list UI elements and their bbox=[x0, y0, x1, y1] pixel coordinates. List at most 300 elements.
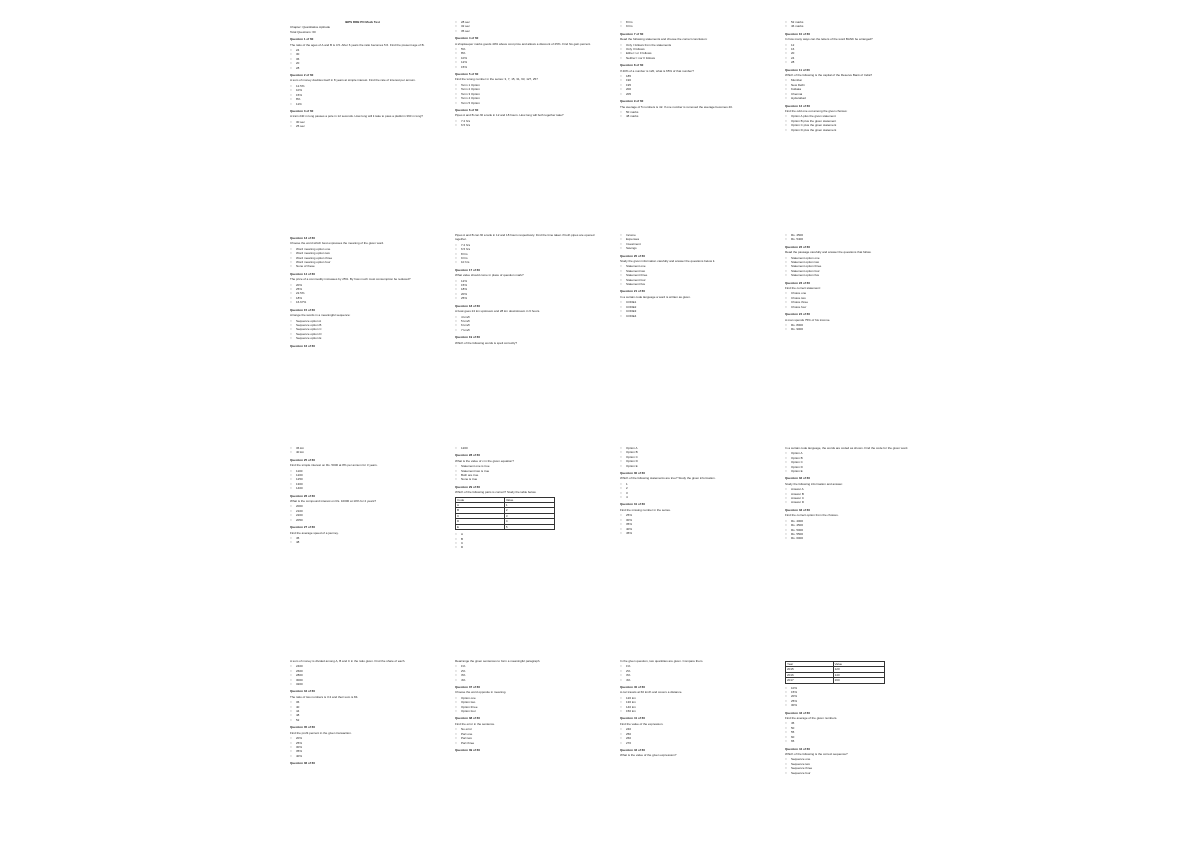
table-cell: 160 bbox=[833, 678, 884, 683]
answer-option[interactable]: ○ Sequence option B bbox=[290, 323, 435, 327]
answer-option[interactable]: ○ 30% bbox=[290, 745, 435, 749]
answer-option[interactable]: ○ Term 5 Option bbox=[455, 101, 600, 105]
question-stem: What is the value of the given expression? bbox=[620, 753, 677, 758]
answer-option[interactable]: ○ Sequence four bbox=[785, 771, 930, 775]
answer-option[interactable]: ○ 25% bbox=[455, 296, 600, 300]
question-stem: What is the value of x in the given equation? bbox=[455, 458, 514, 463]
answer-option[interactable]: ○ 3% bbox=[620, 673, 765, 677]
answer-option[interactable]: ○ 10 hrs bbox=[455, 260, 600, 264]
answer-option[interactable]: ○ Word meaning option four bbox=[290, 260, 435, 264]
question-label: Question 9 of 60 bbox=[620, 99, 644, 104]
answer-option[interactable]: ○ Word meaning option one bbox=[290, 247, 435, 251]
header-line: Chapter: Quantitative Aptitude bbox=[290, 25, 331, 30]
answer-option[interactable]: ○ 8% bbox=[455, 51, 600, 55]
answer-option[interactable]: ○ Rs. 5500 bbox=[785, 532, 930, 536]
answer-option[interactable]: ○ Sequence one bbox=[785, 757, 930, 761]
question-stem: Find the wrong number in the series: 3, 7, 15, 31, 63, 127, 257 bbox=[455, 77, 538, 82]
question-stem: A sum of money is divided among A, B and C in the ratio given. Find the share of each. bbox=[290, 659, 406, 663]
answer-option[interactable]: ○ 240 bbox=[620, 727, 765, 731]
answer-option[interactable]: ○ 20 bbox=[785, 51, 930, 55]
answer-option[interactable]: ○ 200 bbox=[620, 87, 765, 91]
answer-option[interactable]: ○ Chennai bbox=[785, 92, 930, 96]
question-stem: Find the missing number in the series. bbox=[620, 507, 671, 512]
answer-option[interactable]: ○ Option D bbox=[620, 459, 765, 463]
answer-option[interactable]: ○ 2800 bbox=[290, 673, 435, 677]
answer-option[interactable]: ○ D bbox=[455, 545, 600, 549]
answer-option[interactable]: ○ Sequence two bbox=[785, 762, 930, 766]
answer-option[interactable]: ○ 3000 bbox=[290, 678, 435, 682]
answer-option[interactable]: ○ Either I or II follows bbox=[620, 51, 765, 55]
answer-option[interactable]: ○ Option C bbox=[620, 455, 765, 459]
answer-option[interactable]: ○ 36 km bbox=[290, 446, 435, 450]
question-stem: A train 240 m long passes a pole in 12 seconds. How long will it take to pass a platform 360 m long? bbox=[290, 114, 423, 119]
question-label: Question 28 of 60 bbox=[455, 453, 481, 458]
table-cell: Value bbox=[833, 662, 884, 667]
answer-option[interactable]: ○ 45% bbox=[620, 531, 765, 535]
answer-option[interactable]: ○ Sequence three bbox=[785, 766, 930, 770]
answer-option[interactable]: ○ 48 bbox=[290, 713, 435, 717]
table-cell: 2017 bbox=[786, 678, 834, 683]
answer-option[interactable]: ○ 2400 bbox=[290, 664, 435, 668]
question-label: Question 12 of 60 bbox=[785, 103, 811, 108]
question-label: Question 5 of 60 bbox=[455, 72, 479, 77]
answer-option[interactable]: ○ Hyderabad bbox=[785, 96, 930, 100]
answer-option[interactable]: ○ 18% bbox=[455, 287, 600, 291]
answer-option[interactable]: ○ Statement option three bbox=[785, 264, 930, 268]
answer-option[interactable]: ○ 3200 bbox=[290, 682, 435, 686]
answer-option[interactable]: ○ Sequence option A bbox=[290, 319, 435, 323]
answer-option[interactable]: ○ 36 bbox=[290, 700, 435, 704]
question-stem: Pipes A and B can fill a tank in 12 and 18 hours. How long will both together take? bbox=[455, 113, 564, 118]
answer-option[interactable]: ○ 1% bbox=[455, 664, 600, 668]
answer-option[interactable]: ○ 260 bbox=[620, 736, 765, 740]
answer-option[interactable]: ○ Investment bbox=[620, 242, 765, 246]
answer-option[interactable]: ○ 65 bbox=[785, 739, 930, 743]
answer-option[interactable]: ○ Kolkata bbox=[785, 87, 930, 91]
answer-option[interactable]: ○ None of these bbox=[290, 264, 435, 268]
question-stem: Find the correct statement: bbox=[785, 286, 821, 291]
answer-option[interactable]: ○ 44 bbox=[290, 709, 435, 713]
answer-option[interactable]: ○ 1400 bbox=[290, 486, 435, 490]
question-label: Question 34 of 60 bbox=[290, 689, 316, 694]
answer-option[interactable]: ○ 270 bbox=[620, 741, 765, 745]
answer-option[interactable]: ○ 25% bbox=[290, 287, 435, 291]
document-page bbox=[620, 659, 765, 849]
answer-option[interactable]: ○ CODE4 bbox=[620, 314, 765, 318]
answer-option[interactable]: ○ Both are true bbox=[455, 473, 600, 477]
answer-option[interactable]: ○ 16.67% bbox=[290, 300, 435, 304]
question-label: Question 16 of 60 bbox=[290, 343, 316, 348]
question-label: Question 36 of 60 bbox=[290, 761, 316, 766]
answer-option[interactable]: ○ 30 bbox=[290, 52, 435, 56]
question-stem: Read the following statements and choose the correct conclusion: bbox=[620, 37, 708, 42]
question-label: Question 19 of 60 bbox=[455, 335, 481, 340]
answer-option[interactable]: ○ 40% bbox=[290, 754, 435, 758]
answer-option[interactable]: ○ Answer B bbox=[785, 492, 930, 496]
document-page bbox=[455, 233, 600, 423]
answer-option[interactable]: ○ Statement four bbox=[620, 278, 765, 282]
question-label: Question 42 of 60 bbox=[620, 747, 646, 752]
document-page bbox=[785, 659, 930, 849]
answer-option[interactable]: ○ 2% bbox=[455, 669, 600, 673]
answer-option[interactable]: ○ Sequence option E bbox=[290, 336, 435, 340]
table-cell: 3 bbox=[504, 513, 554, 518]
answer-option[interactable]: ○ 60 bbox=[785, 735, 930, 739]
answer-option[interactable]: ○ 8 hrs bbox=[455, 252, 600, 256]
answer-option[interactable]: ○ Term 1 Option bbox=[455, 83, 600, 87]
question-label: Question 4 of 60 bbox=[455, 36, 479, 41]
answer-option[interactable]: ○ 30% bbox=[785, 703, 930, 707]
answer-option[interactable]: ○ Answer A bbox=[785, 487, 930, 491]
answer-option[interactable]: ○ 20% bbox=[455, 292, 600, 296]
answer-option[interactable]: ○ CODE1 bbox=[620, 300, 765, 304]
answer-option[interactable]: ○ Statement two is true bbox=[455, 469, 600, 473]
question-stem: In a certain code language a word is written as given. bbox=[620, 294, 691, 299]
answer-option[interactable]: ○ 52 marks bbox=[785, 20, 930, 24]
document-page bbox=[620, 446, 765, 636]
document-page bbox=[290, 20, 435, 210]
answer-option[interactable]: ○ 12% bbox=[455, 60, 600, 64]
data-table bbox=[785, 661, 885, 684]
answer-option[interactable]: ○ 140 km bbox=[620, 705, 765, 709]
answer-option[interactable]: ○ Statement one bbox=[620, 264, 765, 268]
answer-option[interactable]: ○ Option C plus the given statement bbox=[785, 123, 930, 127]
question-label: Question 37 of 60 bbox=[455, 685, 481, 690]
answer-option[interactable]: ○ 35% bbox=[620, 522, 765, 526]
answer-option[interactable]: ○ 1200 bbox=[455, 446, 600, 450]
answer-option[interactable]: ○ Word meaning option three bbox=[290, 256, 435, 260]
answer-option[interactable]: ○ 185 bbox=[620, 74, 765, 78]
answer-option[interactable]: ○ Mumbai bbox=[785, 78, 930, 82]
answer-option[interactable]: ○ 5% bbox=[455, 47, 600, 51]
answer-option[interactable]: ○ Option D bbox=[785, 465, 930, 469]
table-cell: Value bbox=[504, 497, 554, 502]
answer-option[interactable]: ○ Option C bbox=[785, 460, 930, 464]
answer-option[interactable]: ○ Savings bbox=[620, 246, 765, 250]
answer-option[interactable]: ○ 15% bbox=[455, 283, 600, 287]
answer-option[interactable]: ○ 10% bbox=[290, 88, 435, 92]
question-stem: Which of the following is the capital of the Reserve Bank of India? bbox=[785, 73, 873, 78]
answer-option[interactable]: ○ Option D plus the given statement bbox=[785, 128, 930, 132]
question-stem: Choose the word opposite in meaning. bbox=[455, 690, 507, 695]
question-stem: In a certain code language, the words are coded as shown. Find the code for the given word. bbox=[785, 446, 909, 450]
answer-option[interactable]: ○ 3 bbox=[620, 491, 765, 495]
answer-option[interactable]: ○ 20% bbox=[785, 694, 930, 698]
answer-option[interactable]: ○ Option B plus the given statement bbox=[785, 119, 930, 123]
question-stem: What is the compound interest on Rs. 10000 at 10% for 2 years? bbox=[290, 499, 377, 504]
answer-option[interactable]: ○ 8% bbox=[290, 97, 435, 101]
question-stem: Study the following information and answer. bbox=[785, 481, 843, 486]
answer-option[interactable]: ○ Option E bbox=[620, 464, 765, 468]
question-label: Question 35 of 60 bbox=[290, 725, 316, 730]
table-cell: 5 bbox=[504, 524, 554, 529]
answer-option[interactable]: ○ Rs. 6000 bbox=[785, 536, 930, 540]
answer-option[interactable]: ○ 5 km/h bbox=[455, 319, 600, 323]
data-table bbox=[455, 497, 555, 530]
answer-option[interactable]: ○ 1300 bbox=[290, 482, 435, 486]
question-stem: A car travels at 60 km/h and covers a distance. bbox=[620, 690, 683, 695]
answer-option[interactable]: ○ 20% bbox=[290, 736, 435, 740]
answer-option[interactable]: ○ 3% bbox=[455, 673, 600, 677]
answer-option[interactable]: ○ 1 bbox=[620, 482, 765, 486]
answer-option[interactable]: ○ Term 2 Option bbox=[455, 87, 600, 91]
answer-option[interactable]: ○ 25% bbox=[620, 513, 765, 517]
answer-option[interactable]: ○ 1250 bbox=[290, 477, 435, 481]
answer-option[interactable]: ○ 40 km bbox=[290, 450, 435, 454]
question-stem: Arrange the words in a meaningful sequence: bbox=[290, 313, 351, 318]
answer-option[interactable]: ○ Statement option one bbox=[785, 256, 930, 260]
answer-option[interactable]: ○ None is true bbox=[455, 477, 600, 481]
answer-option[interactable]: ○ 18% bbox=[290, 296, 435, 300]
answer-option[interactable]: ○ C bbox=[455, 541, 600, 545]
answer-option[interactable]: ○ 15% bbox=[290, 93, 435, 97]
answer-option[interactable]: ○ Statement five bbox=[620, 282, 765, 286]
answer-option[interactable]: ○ 7.2 hrs bbox=[455, 243, 600, 247]
answer-option[interactable]: ○ Rs. 4500 bbox=[785, 233, 930, 237]
question-stem: A shopkeeper marks goods 40% above cost price and allows a discount of 25%. Find his gain percent. bbox=[455, 41, 591, 46]
answer-option[interactable]: ○ Part one bbox=[455, 732, 600, 736]
answer-option[interactable]: ○ Choice four bbox=[785, 305, 930, 309]
question-stem: Find the average speed of a journey. bbox=[290, 530, 339, 535]
document-page bbox=[785, 20, 930, 210]
answer-option[interactable]: ○ Answer C bbox=[785, 496, 930, 500]
answer-option[interactable]: ○ 12.5% bbox=[290, 84, 435, 88]
answer-option[interactable]: ○ 20 bbox=[290, 61, 435, 65]
answer-option[interactable]: ○ Part three bbox=[455, 741, 600, 745]
answer-option[interactable]: ○ Option one bbox=[455, 696, 600, 700]
answer-option[interactable]: ○ Option B bbox=[785, 456, 930, 460]
answer-option[interactable]: ○ 50 marks bbox=[620, 110, 765, 114]
answer-option[interactable]: ○ 120 km bbox=[620, 696, 765, 700]
answer-option[interactable]: ○ 10% bbox=[785, 686, 930, 690]
answer-option[interactable]: ○ 2 bbox=[620, 486, 765, 490]
answer-option[interactable]: ○ Choice three bbox=[785, 300, 930, 304]
answer-option[interactable]: ○ Expenses bbox=[620, 237, 765, 241]
answer-option[interactable]: ○ 50 bbox=[785, 726, 930, 730]
answer-option[interactable]: ○ 250 bbox=[620, 732, 765, 736]
answer-option[interactable]: ○ 45 bbox=[785, 721, 930, 725]
answer-option[interactable]: ○ Part two bbox=[455, 736, 600, 740]
question-stem: Find the error in the sentence. bbox=[455, 721, 496, 726]
answer-option[interactable]: ○ Rs. 4500 bbox=[785, 523, 930, 527]
question-label: Question 31 of 60 bbox=[620, 502, 646, 507]
question-stem: Find the odd one out among the given choices: bbox=[785, 108, 848, 113]
question-stem: Rearrange the given sentences to form a meaningful paragraph. bbox=[455, 659, 541, 663]
answer-option[interactable]: ○ Answer D bbox=[785, 500, 930, 504]
question-label: Question 24 of 60 bbox=[785, 312, 811, 317]
question-stem: Find the simple interest on Rs. 5000 at 8% per annum for 3 years. bbox=[290, 463, 378, 468]
answer-option[interactable]: ○ Option A bbox=[785, 451, 930, 455]
answer-option[interactable]: ○ 32 sec bbox=[455, 24, 600, 28]
page-title: IBPS RRB PO Mock Test bbox=[345, 20, 380, 24]
answer-option[interactable]: ○ 55 bbox=[785, 730, 930, 734]
answer-option[interactable]: ○ 12 bbox=[785, 43, 930, 47]
question-label: Question 23 of 60 bbox=[785, 280, 811, 285]
answer-option[interactable]: ○ 35 sec bbox=[455, 29, 600, 33]
answer-option[interactable]: ○ 10% bbox=[455, 56, 600, 60]
question-stem: Find the profit percent in the given transaction. bbox=[290, 730, 352, 735]
answer-option[interactable]: ○ 2200 bbox=[290, 513, 435, 517]
answer-option[interactable]: ○ 7 km/h bbox=[455, 328, 600, 332]
answer-option[interactable]: ○ 35% bbox=[290, 749, 435, 753]
answer-option[interactable]: ○ 1% bbox=[620, 664, 765, 668]
answer-option[interactable]: ○ 7.2 hrs bbox=[455, 119, 600, 123]
answer-option[interactable]: ○ Option two bbox=[455, 700, 600, 704]
answer-option[interactable]: ○ 195 bbox=[620, 83, 765, 87]
answer-option[interactable]: ○ Option A bbox=[620, 446, 765, 450]
answer-option[interactable]: ○ 6.5 hrs bbox=[455, 247, 600, 251]
question-label: Question 20 of 60 bbox=[620, 253, 646, 258]
answer-option[interactable]: ○ 190 bbox=[620, 78, 765, 82]
answer-option[interactable]: ○ B bbox=[455, 537, 600, 541]
question-label: Question 11 of 60 bbox=[785, 67, 810, 72]
answer-option[interactable]: ○ Statement option five bbox=[785, 273, 930, 277]
table-cell: 2016 bbox=[786, 672, 834, 677]
answer-option[interactable]: ○ No error bbox=[455, 727, 600, 731]
table-cell: B bbox=[456, 508, 505, 513]
answer-option[interactable]: ○ Only II follows bbox=[620, 47, 765, 51]
answer-option[interactable]: ○ Statement three bbox=[620, 273, 765, 277]
answer-option[interactable]: ○ Rs. 9000 bbox=[785, 327, 930, 331]
answer-option[interactable]: ○ Income bbox=[620, 233, 765, 237]
question-stem: Which of the following statements are true? Study the given information. bbox=[620, 476, 716, 481]
answer-option[interactable]: ○ Statement option two bbox=[785, 260, 930, 264]
answer-option[interactable]: ○ 25% bbox=[290, 741, 435, 745]
answer-option[interactable]: ○ 4% bbox=[455, 678, 600, 682]
answer-option[interactable]: ○ Term 4 Option bbox=[455, 96, 600, 100]
question-stem: A man spends 75% of his income. bbox=[785, 317, 831, 322]
answer-option[interactable]: ○ 24 bbox=[785, 56, 930, 60]
answer-option[interactable]: ○ 40 bbox=[290, 705, 435, 709]
answer-option[interactable]: ○ 1100 bbox=[290, 469, 435, 473]
answer-option[interactable]: ○ 4% bbox=[620, 678, 765, 682]
document-page bbox=[620, 233, 765, 423]
answer-option[interactable]: ○ 36 bbox=[290, 57, 435, 61]
answer-option[interactable]: ○ Term 3 Option bbox=[455, 92, 600, 96]
answer-option[interactable]: ○ 2100 bbox=[290, 509, 435, 513]
question-stem: If 40% of a number is 120, what is 65% of that number? bbox=[620, 68, 694, 73]
question-stem: What value should come in place of question mark? bbox=[455, 273, 524, 278]
answer-option[interactable]: ○ 2050 bbox=[290, 518, 435, 522]
answer-option[interactable]: ○ Rs. 8000 bbox=[785, 323, 930, 327]
document-page bbox=[290, 233, 435, 423]
answer-option[interactable]: ○ Option four bbox=[455, 709, 600, 713]
table-cell: 1 bbox=[504, 503, 554, 508]
answer-option[interactable]: ○ 30% bbox=[620, 518, 765, 522]
answer-option[interactable]: ○ Only I follows from the statements bbox=[620, 43, 765, 47]
answer-option[interactable]: ○ 28 bbox=[785, 60, 930, 64]
answer-option[interactable]: ○ 25 sec bbox=[290, 124, 435, 128]
answer-option[interactable]: ○ Rs. 4000 bbox=[785, 519, 930, 523]
answer-option[interactable]: ○ 12% bbox=[455, 279, 600, 283]
answer-option[interactable]: ○ 40% bbox=[620, 527, 765, 531]
answer-option[interactable]: ○ CODE3 bbox=[620, 309, 765, 313]
answer-option[interactable]: ○ New Delhi bbox=[785, 83, 930, 87]
answer-option[interactable]: ○ 9 hrs bbox=[620, 24, 765, 28]
answer-option[interactable]: ○ CODE2 bbox=[620, 305, 765, 309]
answer-option[interactable]: ○ 22.5% bbox=[290, 291, 435, 295]
answer-option[interactable]: ○ Option A plus the given statement bbox=[785, 114, 930, 118]
question-label: Question 1 of 60 bbox=[290, 37, 314, 42]
answer-option[interactable]: ○ 30 sec bbox=[290, 120, 435, 124]
document-page bbox=[455, 20, 600, 210]
answer-option[interactable]: ○ Statement one is true bbox=[455, 464, 600, 468]
answer-option[interactable]: ○ Rs. 5400 bbox=[785, 237, 930, 241]
answer-option[interactable]: ○ 8 hrs bbox=[620, 20, 765, 24]
answer-option[interactable]: ○ 11% bbox=[290, 102, 435, 106]
answer-option[interactable]: ○ 2% bbox=[620, 669, 765, 673]
answer-option[interactable]: ○ Choice two bbox=[785, 296, 930, 300]
question-stem: The ratio of the ages of A and B is 4:5. After 6 years the ratio becomes 5:6. Find the present age of B. bbox=[290, 42, 425, 47]
answer-option[interactable]: ○ 45 bbox=[290, 536, 435, 540]
answer-option[interactable]: ○ 46 marks bbox=[785, 24, 930, 28]
question-label: Question 15 of 60 bbox=[290, 307, 316, 312]
answer-option[interactable]: ○ A bbox=[455, 532, 600, 536]
answer-option[interactable]: ○ 24 bbox=[290, 48, 435, 52]
answer-option[interactable]: ○ 4 bbox=[620, 495, 765, 499]
answer-option[interactable]: ○ 16 bbox=[785, 47, 930, 51]
header-line: Total Questions: 60 bbox=[290, 29, 316, 34]
answer-option[interactable]: ○ 28 sec bbox=[455, 20, 600, 24]
answer-option[interactable]: ○ Option B bbox=[620, 450, 765, 454]
answer-option[interactable]: ○ 25% bbox=[785, 699, 930, 703]
answer-option[interactable]: ○ 48 bbox=[290, 540, 435, 544]
question-stem: A boat goes 24 km upstream and 28 km downstream in 6 hours. bbox=[455, 309, 541, 314]
answer-option[interactable]: ○ 130 km bbox=[620, 700, 765, 704]
answer-option[interactable]: ○ Statement option four bbox=[785, 269, 930, 273]
answer-option[interactable]: ○ Neither I nor II follows bbox=[620, 56, 765, 60]
answer-option[interactable]: ○ Choice one bbox=[785, 291, 930, 295]
answer-option[interactable]: ○ Sequence option D bbox=[290, 332, 435, 336]
answer-option[interactable]: ○ 1200 bbox=[290, 473, 435, 477]
question-label: Question 26 of 60 bbox=[290, 493, 316, 498]
answer-option[interactable]: ○ Word meaning option two bbox=[290, 251, 435, 255]
answer-option[interactable]: ○ 52 bbox=[290, 718, 435, 722]
answer-option[interactable]: ○ 205 bbox=[620, 92, 765, 96]
question-stem: Which of the following words is spelt correctly? bbox=[455, 340, 518, 345]
question-label: Question 18 of 60 bbox=[455, 303, 481, 308]
answer-option[interactable]: ○ 150 km bbox=[620, 709, 765, 713]
question-label: Question 3 of 60 bbox=[290, 108, 314, 113]
question-label: Question 38 of 60 bbox=[455, 716, 481, 721]
answer-option[interactable]: ○ 2000 bbox=[290, 504, 435, 508]
answer-option[interactable]: ○ 2600 bbox=[290, 669, 435, 673]
table-cell: Code bbox=[456, 497, 505, 502]
answer-option[interactable]: ○ 28 bbox=[290, 66, 435, 70]
answer-option[interactable]: ○ 4 km/h bbox=[455, 315, 600, 319]
question-stem: The price of a commodity increases by 25%. By how much must consumption be reduced? bbox=[290, 277, 411, 282]
answer-option[interactable]: ○ 20% bbox=[290, 283, 435, 287]
answer-option[interactable]: ○ Option three bbox=[455, 705, 600, 709]
answer-option[interactable]: ○ 6.5 hrs bbox=[455, 123, 600, 127]
answer-option[interactable]: ○ Statement two bbox=[620, 269, 765, 273]
answer-option[interactable]: ○ Option E bbox=[785, 469, 930, 473]
document-page bbox=[785, 446, 930, 636]
answer-option[interactable]: ○ 15% bbox=[455, 65, 600, 69]
question-label: Question 44 of 60 bbox=[785, 746, 811, 751]
answer-option[interactable]: ○ Sequence option C bbox=[290, 327, 435, 331]
question-label: Question 10 of 60 bbox=[785, 31, 811, 36]
question-stem: Which of the following is the correct sequence? bbox=[785, 751, 848, 756]
answer-option[interactable]: ○ 6 km/h bbox=[455, 323, 600, 327]
answer-option[interactable]: ○ 48 marks bbox=[620, 114, 765, 118]
question-label: Question 33 of 60 bbox=[785, 507, 811, 512]
answer-option[interactable]: ○ 9 hrs bbox=[455, 256, 600, 260]
answer-option[interactable]: ○ Rs. 5000 bbox=[785, 528, 930, 532]
answer-option[interactable]: ○ 15% bbox=[785, 690, 930, 694]
question-stem: The average of 5 numbers is 42. If one number is removed the average becomes 40. bbox=[620, 104, 733, 109]
table-cell: C bbox=[456, 513, 505, 518]
